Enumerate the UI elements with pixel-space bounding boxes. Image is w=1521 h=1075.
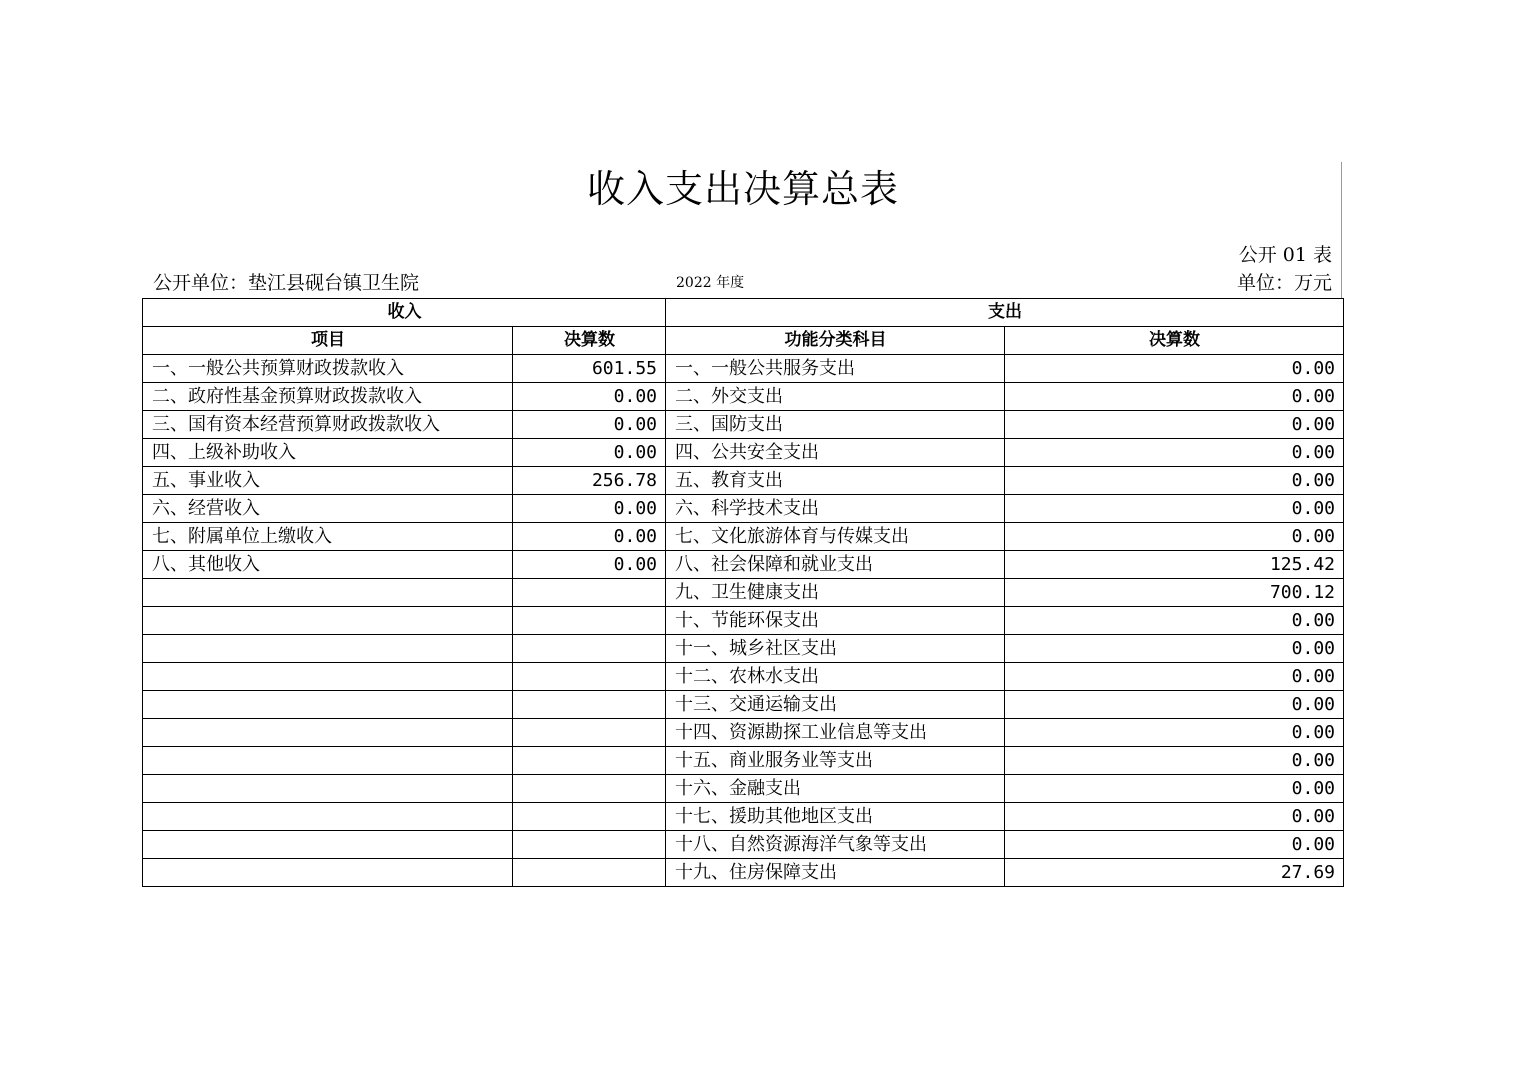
expense-amount-cell: 0.00 — [1005, 691, 1344, 719]
expense-item-cell: 十四、资源勘探工业信息等支出 — [666, 719, 1005, 747]
expense-item-cell: 七、文化旅游体育与传媒支出 — [666, 523, 1005, 551]
income-item-cell — [143, 775, 513, 803]
expense-item-cell: 三、国防支出 — [666, 411, 1005, 439]
table-row — [143, 831, 1344, 859]
income-amount-cell: 0.00 — [513, 551, 666, 579]
income-item-cell: 三、国有资本经营预算财政拨款收入 — [143, 411, 513, 439]
expense-item-cell: 十、节能环保支出 — [666, 607, 1005, 635]
expense-item-cell: 十一、城乡社区支出 — [666, 635, 1005, 663]
expense-amount-cell: 0.00 — [1005, 719, 1344, 747]
table-row — [143, 439, 1344, 467]
income-item-cell: 二、政府性基金预算财政拨款收入 — [143, 383, 513, 411]
unit-label: 单位：万元 — [1236, 272, 1332, 294]
expense-item-cell: 九、卫生健康支出 — [666, 579, 1005, 607]
table-row — [143, 411, 1344, 439]
income-amount-cell — [513, 859, 666, 887]
income-item-cell: 一、一般公共预算财政拨款收入 — [143, 355, 513, 383]
expense-item-cell: 八、社会保障和就业支出 — [666, 551, 1005, 579]
expense-amount-cell: 0.00 — [1005, 803, 1344, 831]
income-amount-cell: 0.00 — [513, 411, 666, 439]
table-row — [143, 747, 1344, 775]
header-expense: 支出 — [666, 299, 1344, 327]
expense-amount-cell: 0.00 — [1005, 495, 1344, 523]
expense-item-cell: 十八、自然资源海洋气象等支出 — [666, 831, 1005, 859]
expense-amount-cell: 0.00 — [1005, 663, 1344, 691]
table-body — [143, 355, 1344, 887]
table-code: 公开 01 表 — [1238, 244, 1332, 266]
header-row-groups — [143, 299, 1344, 327]
expense-item-cell: 十六、金融支出 — [666, 775, 1005, 803]
income-item-cell — [143, 663, 513, 691]
expense-amount-cell: 0.00 — [1005, 523, 1344, 551]
income-amount-cell — [513, 663, 666, 691]
income-item-cell — [143, 635, 513, 663]
income-amount-cell — [513, 803, 666, 831]
expense-amount-cell: 0.00 — [1005, 831, 1344, 859]
header-func-class: 功能分类科目 — [666, 327, 1005, 355]
income-item-cell — [143, 859, 513, 887]
expense-amount-cell: 125.42 — [1005, 551, 1344, 579]
table-row — [143, 355, 1344, 383]
income-item-cell: 八、其他收入 — [143, 551, 513, 579]
income-amount-cell — [513, 831, 666, 859]
income-item-cell: 六、经营收入 — [143, 495, 513, 523]
expense-amount-cell: 0.00 — [1005, 383, 1344, 411]
table-row — [143, 523, 1344, 551]
income-amount-cell — [513, 747, 666, 775]
income-amount-cell — [513, 635, 666, 663]
table-row — [143, 495, 1344, 523]
table-row — [143, 719, 1344, 747]
header-row-columns — [143, 327, 1344, 355]
expense-amount-cell: 0.00 — [1005, 439, 1344, 467]
expense-amount-cell: 0.00 — [1005, 607, 1344, 635]
income-amount-cell: 601.55 — [513, 355, 666, 383]
income-amount-cell — [513, 607, 666, 635]
header-item: 项目 — [143, 327, 513, 355]
expense-item-cell: 六、科学技术支出 — [666, 495, 1005, 523]
expense-item-cell: 二、外交支出 — [666, 383, 1005, 411]
table-row — [143, 383, 1344, 411]
income-amount-cell — [513, 579, 666, 607]
page-title: 收入支出决算总表 — [586, 167, 899, 211]
header-income-amount: 决算数 — [513, 327, 666, 355]
table-row — [143, 635, 1344, 663]
income-item-cell — [143, 747, 513, 775]
table-row — [143, 467, 1344, 495]
income-item-cell — [143, 831, 513, 859]
income-amount-cell: 256.78 — [513, 467, 666, 495]
org-label: 公开单位：垫江县砚台镇卫生院 — [153, 272, 420, 294]
income-amount-cell — [513, 691, 666, 719]
expense-item-cell: 十五、商业服务业等支出 — [666, 747, 1005, 775]
expense-item-cell: 四、公共安全支出 — [666, 439, 1005, 467]
income-amount-cell — [513, 775, 666, 803]
header-income: 收入 — [143, 299, 666, 327]
table-row — [143, 803, 1344, 831]
budget-table — [142, 298, 1344, 887]
expense-amount-cell: 0.00 — [1005, 635, 1344, 663]
expense-amount-cell: 0.00 — [1005, 467, 1344, 495]
expense-amount-cell: 27.69 — [1005, 859, 1344, 887]
expense-amount-cell: 0.00 — [1005, 775, 1344, 803]
expense-item-cell: 十三、交通运输支出 — [666, 691, 1005, 719]
table-row — [143, 859, 1344, 887]
income-item-cell — [143, 579, 513, 607]
table-row — [143, 607, 1344, 635]
expense-item-cell: 十二、农林水支出 — [666, 663, 1005, 691]
income-item-cell: 四、上级补助收入 — [143, 439, 513, 467]
table-row — [143, 663, 1344, 691]
expense-item-cell: 十七、援助其他地区支出 — [666, 803, 1005, 831]
table-row — [143, 551, 1344, 579]
income-item-cell — [143, 803, 513, 831]
income-item-cell — [143, 607, 513, 635]
header-expense-amount: 决算数 — [1005, 327, 1344, 355]
income-item-cell: 七、附属单位上缴收入 — [143, 523, 513, 551]
expense-item-cell: 一、一般公共服务支出 — [666, 355, 1005, 383]
income-amount-cell: 0.00 — [513, 439, 666, 467]
table-row — [143, 775, 1344, 803]
expense-amount-cell: 0.00 — [1005, 355, 1344, 383]
fiscal-year: 2022 年度 — [676, 275, 745, 291]
expense-amount-cell: 0.00 — [1005, 747, 1344, 775]
income-amount-cell: 0.00 — [513, 495, 666, 523]
table-row — [143, 691, 1344, 719]
income-item-cell: 五、事业收入 — [143, 467, 513, 495]
income-amount-cell — [513, 719, 666, 747]
income-item-cell — [143, 719, 513, 747]
income-item-cell — [143, 691, 513, 719]
expense-amount-cell: 700.12 — [1005, 579, 1344, 607]
income-amount-cell: 0.00 — [513, 523, 666, 551]
expense-amount-cell: 0.00 — [1005, 411, 1344, 439]
income-amount-cell: 0.00 — [513, 383, 666, 411]
expense-item-cell: 十九、住房保障支出 — [666, 859, 1005, 887]
table-row — [143, 579, 1344, 607]
expense-item-cell: 五、教育支出 — [666, 467, 1005, 495]
